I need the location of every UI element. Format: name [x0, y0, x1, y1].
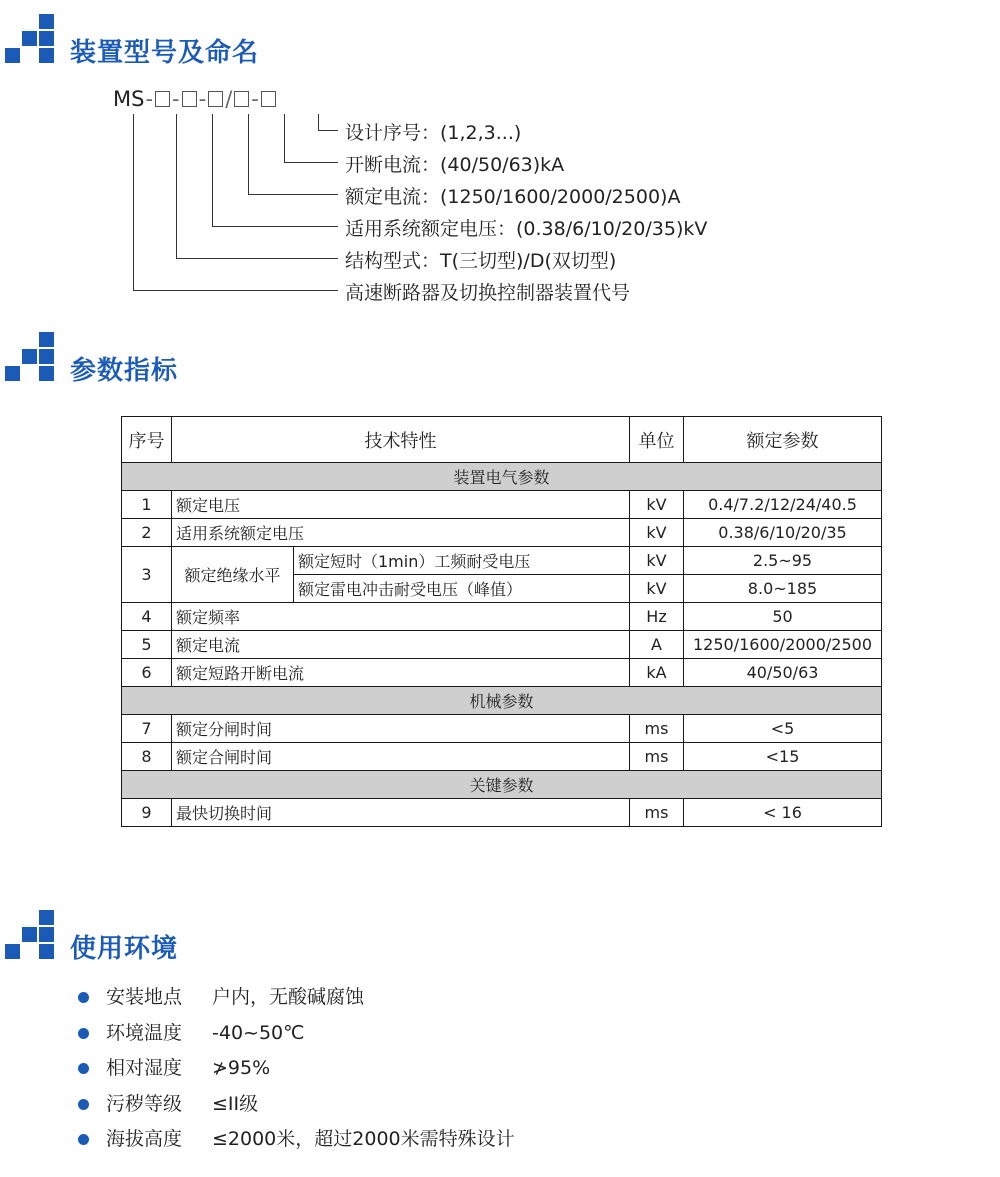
- list-item: [78, 1122, 515, 1158]
- connector-line: [133, 290, 338, 291]
- cell-unit: kV: [630, 491, 684, 519]
- cell-feature: 额定电流: [172, 631, 630, 659]
- placeholder-box: [208, 91, 223, 107]
- connector-line: [133, 114, 134, 290]
- model-item-breaking-current: 开断电流：(40/50/63)kA: [345, 154, 565, 176]
- parameter-table: [121, 416, 882, 827]
- cell-unit: kA: [630, 659, 684, 687]
- environment-list: [78, 980, 515, 1158]
- table-row: [122, 631, 882, 659]
- section-title: 使用环境: [70, 934, 179, 964]
- blue-squares-logo-icon: [0, 910, 60, 970]
- header-value: 额定参数: [684, 417, 882, 463]
- blue-squares-logo-icon: [0, 332, 60, 392]
- cell-unit: Hz: [630, 603, 684, 631]
- model-item-device-code: 高速断路器及切换控制器装置代号: [345, 282, 631, 304]
- section-title: 参数指标: [70, 356, 179, 386]
- table-row: [122, 715, 882, 743]
- cell-feature: 额定频率: [172, 603, 630, 631]
- connector-line: [318, 130, 338, 131]
- cell-no: 6: [122, 659, 172, 687]
- connector-line: [248, 114, 249, 194]
- env-label: 海拔高度: [106, 1128, 183, 1150]
- cell-no: 9: [122, 799, 172, 827]
- group-electrical: 装置电气参数: [122, 463, 882, 491]
- dash: -: [198, 87, 207, 111]
- connector-line: [284, 114, 285, 162]
- section-header-env: [0, 910, 600, 970]
- connector-line: [212, 226, 338, 227]
- cell-value: 50: [684, 603, 882, 631]
- cell-unit: kV: [630, 547, 684, 575]
- env-label: 安装地点: [106, 986, 183, 1008]
- model-naming-diagram: [0, 80, 800, 310]
- connector-line: [318, 114, 319, 130]
- cell-no: 2: [122, 519, 172, 547]
- placeholder-box: [261, 91, 276, 107]
- placeholder-box: [182, 91, 197, 107]
- cell-unit: ms: [630, 799, 684, 827]
- section-header-model: [0, 14, 600, 74]
- cell-no: 4: [122, 603, 172, 631]
- env-value: ≤2000米，超过2000米需特殊设计: [212, 1128, 515, 1150]
- cell-sub-feature: 额定短时（1min）工频耐受电压: [294, 547, 630, 575]
- connector-line: [248, 194, 338, 195]
- cell-unit: ms: [630, 715, 684, 743]
- model-code: [113, 87, 277, 111]
- blue-dot-bullet-icon: [78, 1028, 89, 1039]
- env-label: 污秽等级: [106, 1092, 183, 1115]
- cell-unit: kV: [630, 519, 684, 547]
- group-mechanical: 机械参数: [122, 687, 882, 715]
- cell-sub-feature: 额定雷电冲击耐受电压（峰值）: [294, 575, 630, 603]
- cell-value: <15: [684, 743, 882, 771]
- cell-unit: ms: [630, 743, 684, 771]
- dash: -: [172, 87, 180, 111]
- model-item-system-voltage: 适用系统额定电压：(0.38/6/10/20/35)kV: [345, 218, 708, 240]
- cell-no: 5: [122, 631, 172, 659]
- section-title: 装置型号及命名: [70, 38, 260, 68]
- placeholder-box: [155, 91, 170, 107]
- cell-no: 3: [122, 547, 172, 603]
- cell-value: 2.5~95: [684, 547, 882, 575]
- cell-feature: 额定绝缘水平: [172, 547, 294, 603]
- header-no: 序号: [122, 417, 172, 463]
- cell-no: 8: [122, 743, 172, 771]
- table-row: [122, 799, 882, 827]
- table-row: [122, 743, 882, 771]
- cell-feature: 额定电压: [172, 491, 630, 519]
- table-row: [122, 519, 882, 547]
- env-value: 户内，无酸碱腐蚀: [212, 986, 365, 1008]
- cell-feature: 额定短路开断电流: [172, 659, 630, 687]
- env-value: -40~50℃: [212, 1021, 305, 1044]
- cell-feature: 额定合闸时间: [172, 743, 630, 771]
- blue-squares-logo-icon: [0, 14, 60, 74]
- slash: /: [225, 87, 233, 111]
- table-row: [122, 603, 882, 631]
- model-item-design-no: 设计序号：(1,2,3...): [345, 122, 522, 144]
- section-header-params: [0, 332, 600, 392]
- cell-feature: 最快切换时间: [172, 799, 630, 827]
- cell-value: <5: [684, 715, 882, 743]
- cell-value: 0.38/6/10/20/35: [684, 519, 882, 547]
- header-unit: 单位: [630, 417, 684, 463]
- blue-dot-bullet-icon: [78, 992, 89, 1003]
- connector-line: [284, 162, 338, 163]
- header-feature: 技术特性: [172, 417, 630, 463]
- cell-no: 1: [122, 491, 172, 519]
- list-item: [78, 1051, 515, 1087]
- group-row: [122, 771, 882, 799]
- env-value: ≯95%: [212, 1057, 271, 1079]
- group-key: 关键参数: [122, 771, 882, 799]
- placeholder-box: [234, 91, 249, 107]
- group-row: [122, 687, 882, 715]
- env-label: 相对湿度: [106, 1057, 183, 1079]
- cell-unit: A: [630, 631, 684, 659]
- table-row: [122, 659, 882, 687]
- blue-dot-bullet-icon: [78, 1134, 89, 1145]
- table-header-row: [122, 417, 882, 463]
- cell-value: 0.4/7.2/12/24/40.5: [684, 491, 882, 519]
- cell-feature: 额定分闸时间: [172, 715, 630, 743]
- env-value: ≤II级: [212, 1092, 259, 1115]
- cell-no: 7: [122, 715, 172, 743]
- cell-unit: kV: [630, 575, 684, 603]
- list-item: [78, 980, 515, 1016]
- model-item-structure: 结构型式：T(三切型)/D(双切型): [345, 250, 617, 272]
- connector-line: [212, 114, 213, 226]
- cell-value: 1250/1600/2000/2500: [684, 631, 882, 659]
- connector-line: [176, 258, 338, 259]
- model-prefix: MS: [113, 87, 145, 111]
- cell-value: < 16: [684, 799, 882, 827]
- list-item: [78, 1016, 515, 1052]
- cell-feature: 适用系统额定电压: [172, 519, 630, 547]
- model-item-rated-current: 额定电流：(1250/1600/2000/2500)A: [345, 186, 681, 208]
- blue-dot-bullet-icon: [78, 1063, 89, 1074]
- cell-value: 8.0~185: [684, 575, 882, 603]
- blue-dot-bullet-icon: [78, 1099, 89, 1110]
- list-item: [78, 1087, 515, 1123]
- dash: -: [145, 87, 154, 111]
- table-row: [122, 491, 882, 519]
- cell-value: 40/50/63: [684, 659, 882, 687]
- dash: -: [251, 87, 259, 111]
- connector-line: [176, 114, 177, 258]
- table-row: [122, 547, 882, 575]
- group-row: [122, 463, 882, 491]
- env-label: 环境温度: [106, 1021, 183, 1044]
